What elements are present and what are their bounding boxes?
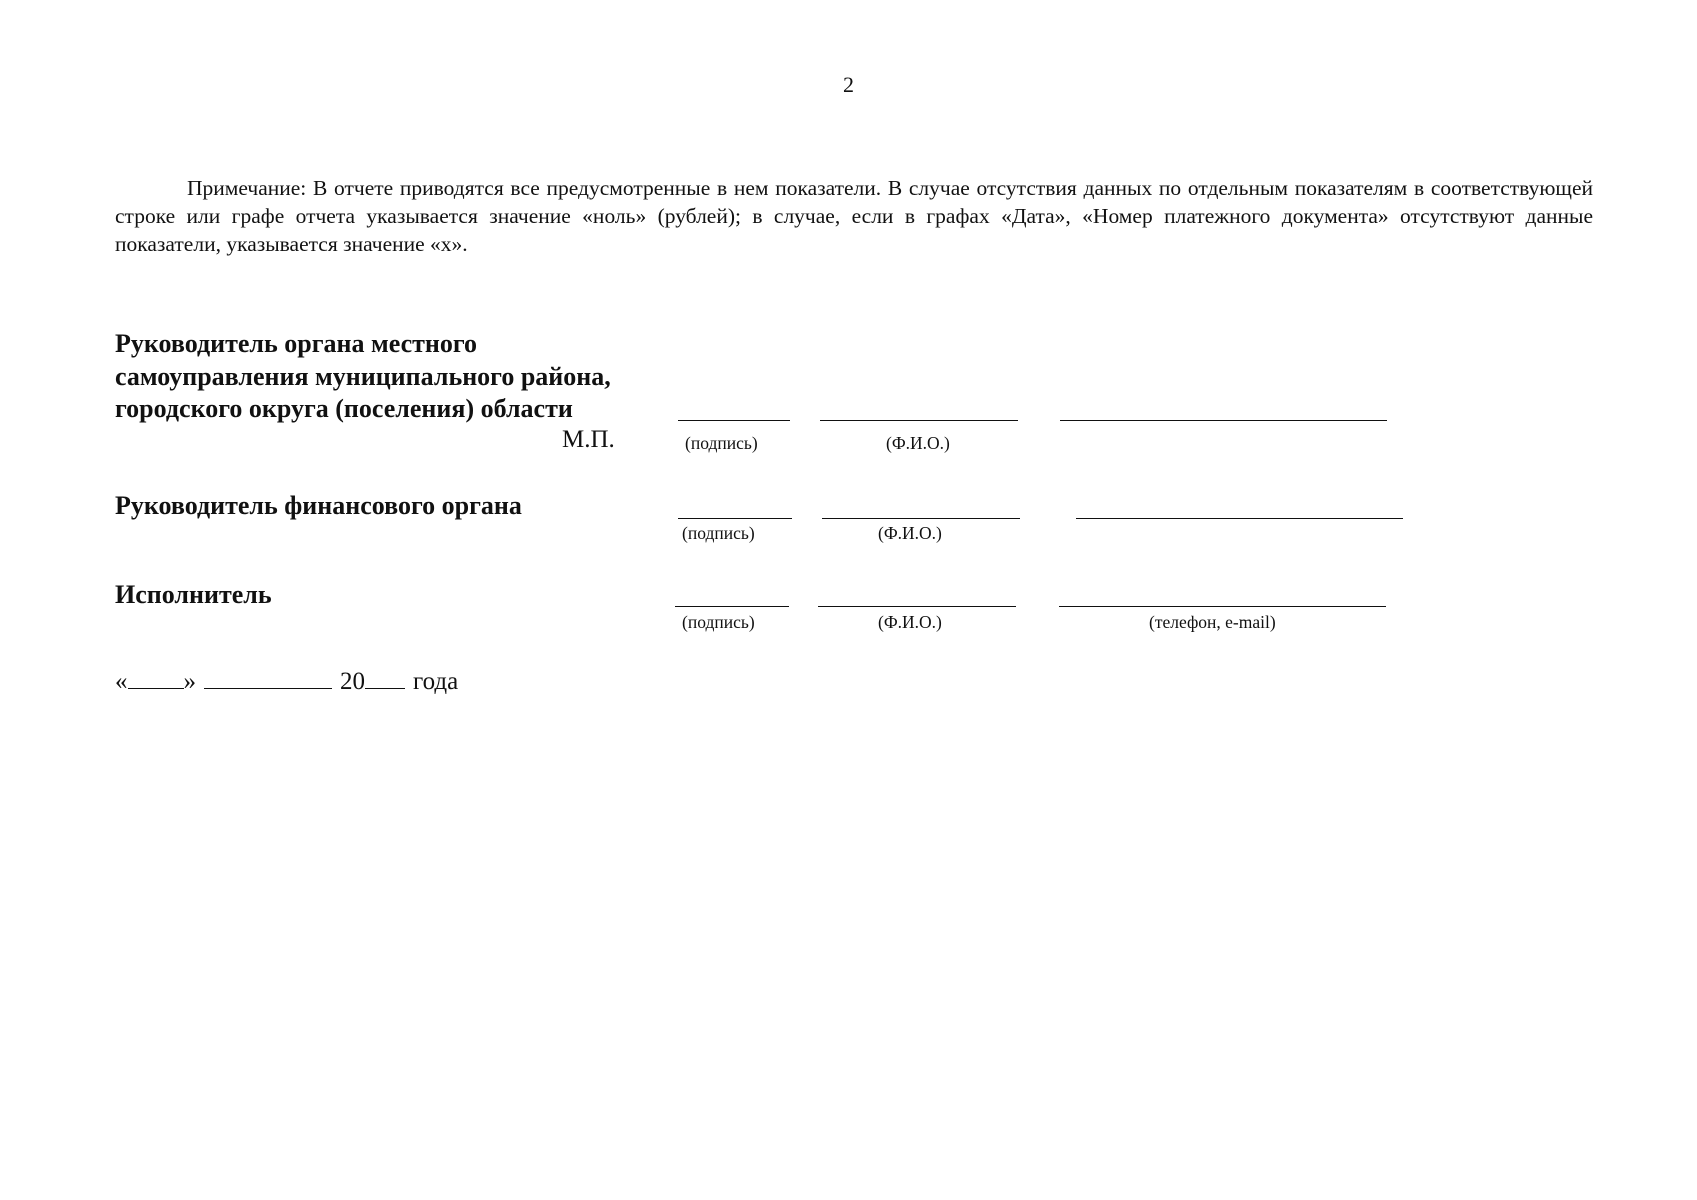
executor-name-line[interactable]	[818, 606, 1016, 607]
date-line	[115, 666, 458, 696]
page-number: 2	[843, 72, 854, 97]
head-local-signature-line[interactable]	[678, 420, 790, 421]
head-local-extra-line[interactable]	[1060, 420, 1387, 421]
head-local-title-line1: Руководитель органа местного	[115, 329, 478, 358]
date-year-prefix: 20	[340, 668, 365, 695]
date-day-blank[interactable]	[128, 666, 184, 689]
date-close-quote: »	[183, 668, 196, 695]
date-year-blank[interactable]	[365, 666, 405, 689]
head-local-signature-caption: (подпись)	[685, 433, 758, 453]
date-open-quote: «	[115, 668, 128, 695]
head-finance-title: Руководитель финансового органа	[115, 491, 522, 520]
executor-contact-caption: (телефон, e-mail)	[1149, 612, 1276, 632]
head-local-name-caption: (Ф.И.О.)	[886, 433, 950, 453]
executor-contact-line[interactable]	[1059, 606, 1386, 607]
head-finance-signature-line[interactable]	[678, 518, 792, 519]
executor-title: Исполнитель	[115, 580, 272, 609]
head-local-title-line2: самоуправления муниципального района,	[115, 362, 611, 391]
executor-name-caption: (Ф.И.О.)	[878, 612, 942, 632]
stamp-placeholder: М.П.	[562, 426, 615, 453]
executor-signature-caption: (подпись)	[682, 612, 755, 632]
head-finance-signature-caption: (подпись)	[682, 523, 755, 543]
executor-signature-line[interactable]	[675, 606, 789, 607]
note-paragraph: Примечание: В отчете приводятся все предусмотренные в нем показатели. В случае отсутствия данных по отдельным показателям в соответствующей строке или графе отчета указывается значение «ноль» (рублей); в случае, если в графах «Дата», «Номер платежного документа» отсутствуют данные показатели, указывается значение «х».	[115, 176, 1593, 256]
head-local-name-line[interactable]	[820, 420, 1018, 421]
head-local-title-line3: городского округа (поселения) области	[115, 394, 573, 423]
head-finance-name-caption: (Ф.И.О.)	[878, 523, 942, 543]
date-suffix: года	[413, 668, 459, 695]
head-finance-extra-line[interactable]	[1076, 518, 1403, 519]
date-month-blank[interactable]	[204, 666, 332, 689]
head-finance-name-line[interactable]	[822, 518, 1020, 519]
